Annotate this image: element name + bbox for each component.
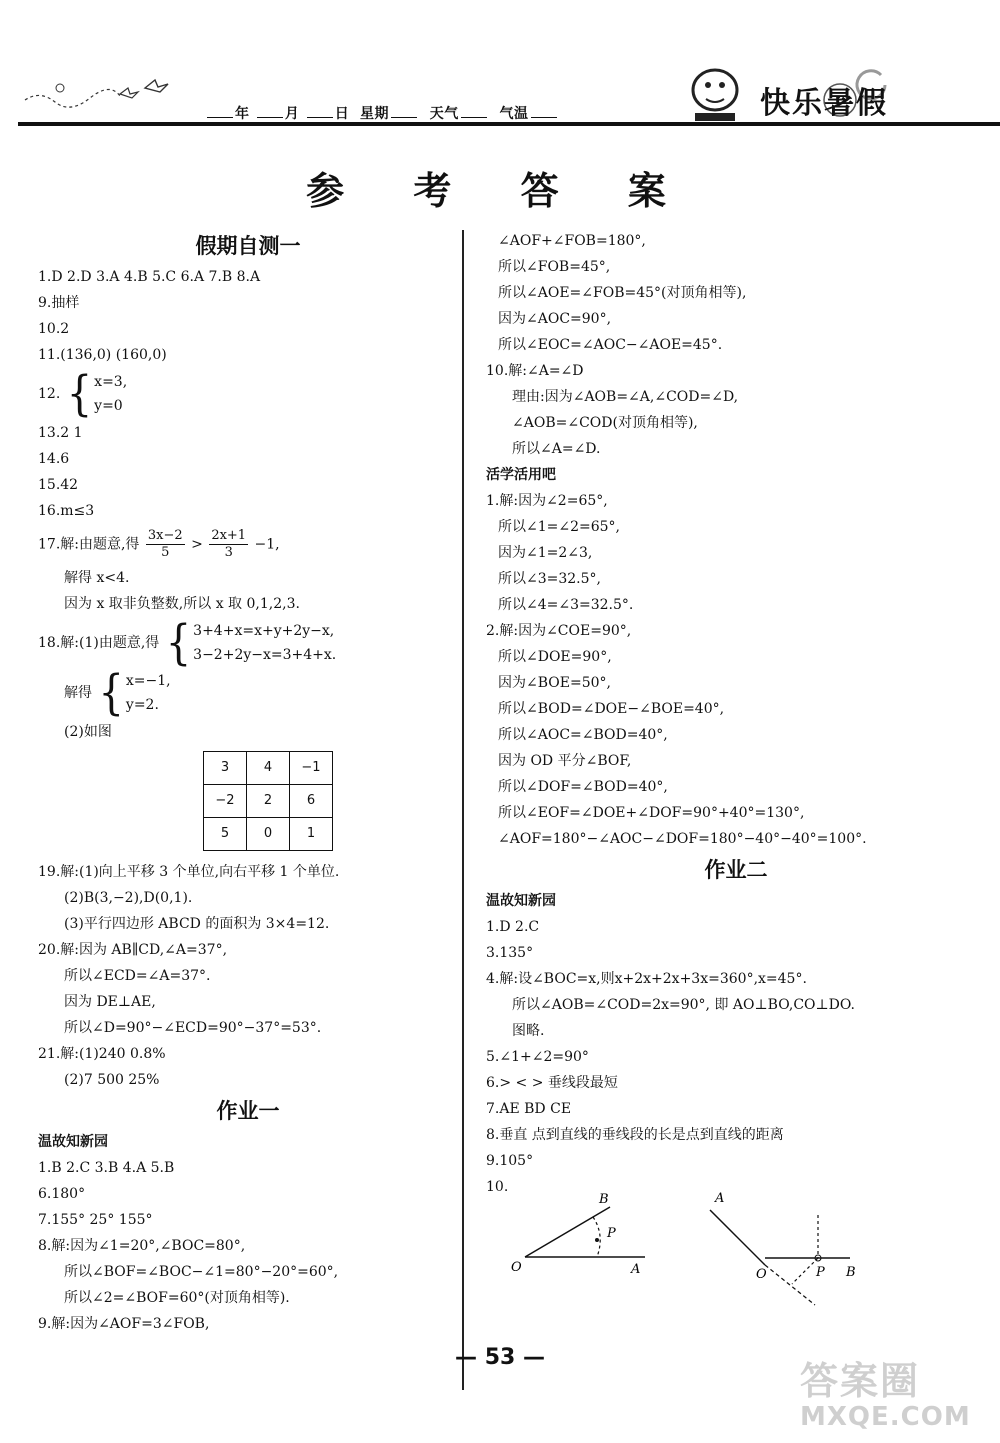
answer-line: 14.6	[38, 451, 70, 467]
answer-line: 所以∠A=∠D.	[512, 441, 601, 457]
answer-line: 1.B 2.C 3.B 4.A 5.B	[38, 1160, 175, 1176]
magic-square-grid	[203, 751, 333, 851]
page-number: — 53 —	[455, 1345, 545, 1370]
answer-line: 1.解:因为∠2=65°,	[486, 493, 608, 509]
section-title-self-test: 假期自测一	[195, 234, 301, 258]
answer-line: 2.解:因为∠COE=90°,	[486, 623, 632, 639]
answer-line: 所以∠3=32.5°,	[498, 571, 601, 587]
ray-ob	[525, 1207, 610, 1257]
grid-cell: 3	[204, 752, 247, 785]
answer-line: 因为∠AOC=90°,	[498, 311, 612, 327]
left-column	[38, 228, 458, 1337]
label-p: P	[607, 1226, 616, 1241]
subsection-title: 温故知新园	[486, 893, 556, 909]
answer-line: 理由:因为∠AOB=∠A,∠COD=∠D,	[512, 389, 739, 405]
perp-to-ao	[792, 1258, 818, 1284]
answer-line: 6.> < > 垂线段最短	[486, 1075, 618, 1091]
section-title-homework-1: 作业一	[216, 1099, 280, 1123]
answer-line: 19.解:(1)向上平移 3 个单位,向右平移 1 个单位.	[38, 864, 340, 880]
answer-line: 所以∠EOC=∠AOC−∠AOE=45°.	[498, 337, 723, 353]
answer-line: 10.2	[38, 321, 70, 337]
answer-line: 4.解:设∠BOC=x,则x+2x+2x+3x=360°,x=45°.	[486, 971, 807, 987]
answer-line: 7.155° 25° 155°	[38, 1212, 153, 1228]
answer-line: 解得 x<4.	[64, 570, 130, 586]
answer-line: 因为 x 取非负整数,所以 x 取 0,1,2,3.	[64, 596, 300, 612]
column-divider	[462, 230, 464, 1390]
answer-line: 5.∠1+∠2=90°	[486, 1049, 589, 1065]
answer-line: 20.解:因为 AB∥CD,∠A=37°,	[38, 942, 228, 958]
label-o: O	[511, 1260, 522, 1275]
grid-cell: −1	[290, 752, 333, 785]
answer-line: 11.(136,0) (160,0)	[38, 347, 167, 363]
grid-cell: 4	[247, 752, 290, 785]
decorative-birds-icon	[20, 70, 200, 115]
label-b: B	[846, 1265, 856, 1280]
answer-q18: 18.解:(1)由题意,得 { 3+4+x=x+y+2y−x, 3−2+2y−x=3+4+x.	[38, 615, 337, 671]
grid-cell: 5	[204, 818, 247, 851]
answer-line: 10.	[486, 1179, 509, 1195]
figure-perpendicular-lines	[700, 1180, 870, 1310]
grid-cell: 0	[247, 818, 290, 851]
answer-line: (2)7 500 25%	[64, 1072, 160, 1088]
answer-line: 8.解:因为∠1=20°,∠BOC=80°,	[38, 1238, 246, 1254]
grid-cell: −2	[204, 785, 247, 818]
answer-q17: 17.解:由题意,得 $\frac{3x-2}{5}$ > $\frac{2x+1}{3}$ −1,	[38, 528, 280, 560]
answer-line: 8.垂直 点到直线的垂线段的长是点到直线的距离	[486, 1127, 784, 1143]
answer-line: 15.42	[38, 477, 79, 493]
answer-line: ∠AOF=180°−∠AOC−∠DOF=180°−40°−40°=100°.	[498, 831, 867, 847]
label-a: A	[715, 1191, 725, 1206]
right-column	[486, 228, 986, 1200]
answer-line: 图略.	[512, 1023, 545, 1039]
answer-line: 1.D 2.C	[486, 919, 540, 935]
grid-cell: 6	[290, 785, 333, 818]
answer-line: 所以∠2=∠BOF=60°(对顶角相等).	[64, 1290, 290, 1306]
answer-line: ∠AOF+∠FOB=180°,	[498, 233, 646, 249]
perpendicular-dash	[593, 1217, 600, 1257]
logo-title: 快乐暑假	[760, 86, 888, 121]
watermark-url: MXQE.COM	[800, 1402, 971, 1432]
answer-line: (2)如图	[64, 724, 112, 740]
grid-cell: 1	[290, 818, 333, 851]
date-weather-line: 年 月 日 星期 天气 气温	[205, 103, 559, 123]
answer-line: 所以∠AOB=∠COD=2x=90°, 即 AO⊥BO,CO⊥DO.	[512, 997, 856, 1013]
answer-line: 6.180°	[38, 1186, 86, 1202]
answer-line: 所以∠BOF=∠BOC−∠1=80°−20°=60°,	[64, 1264, 339, 1280]
answer-line: 所以∠AOC=∠BOD=40°,	[498, 727, 668, 743]
answer-line: 9.解:因为∠AOF=3∠FOB,	[38, 1316, 210, 1332]
answer-line: 10.解:∠A=∠D	[486, 363, 584, 379]
subsection-title: 活学活用吧	[486, 467, 556, 483]
label-b: B	[599, 1192, 609, 1207]
answer-line: 所以∠ECD=∠A=37°.	[64, 968, 211, 984]
page-title: 参 考 答 案	[306, 169, 694, 213]
grid-cell: 2	[247, 785, 290, 818]
line-ao	[710, 1210, 765, 1265]
answer-line: 因为 OD 平分∠BOF,	[498, 753, 632, 769]
figure-angle-perpendicular	[505, 1185, 665, 1280]
watermark: 答案圈	[800, 1359, 921, 1403]
answer-line: 因为∠BOE=50°,	[498, 675, 611, 691]
answer-line: 所以∠D=90°−∠ECD=90°−37°=53°.	[64, 1020, 322, 1036]
answer-line: 所以∠1=∠2=65°,	[498, 519, 621, 535]
answer-line: 3.135°	[486, 945, 534, 961]
answer-line: 因为 DE⊥AE,	[64, 994, 156, 1010]
point-p	[595, 1238, 599, 1242]
answer-line: 因为∠1=2∠3,	[498, 545, 593, 561]
answer-line: 所以∠4=∠3=32.5°.	[498, 597, 634, 613]
answer-line: 9.抽样	[38, 295, 80, 311]
subsection-title: 温故知新园	[38, 1134, 108, 1150]
answer-line: 所以∠EOF=∠DOE+∠DOF=90°+40°=130°,	[498, 805, 805, 821]
label-o: O	[756, 1267, 767, 1282]
answer-line: 所以∠BOD=∠DOE−∠BOE=40°,	[498, 701, 725, 717]
answer-line: 所以∠DOE=90°,	[498, 649, 612, 665]
answer-q18-solve: 解得 { x=−1, y=2.	[64, 665, 171, 721]
header-rule	[18, 122, 1000, 126]
answer-q12: 12. { x=3, y=0	[38, 366, 128, 422]
answer-line: ∠AOB=∠COD(对顶角相等),	[512, 415, 698, 431]
answer-line: 7.AE BD CE	[486, 1101, 572, 1117]
answer-line: (2)B(3,−2),D(0,1).	[64, 890, 193, 906]
line-ao-dashed	[765, 1265, 815, 1305]
label-p: P	[816, 1265, 825, 1280]
answer-line: 16.m≤3	[38, 503, 95, 519]
answer-line: 1.D 2.D 3.A 4.B 5.C 6.A 7.B 8.A	[38, 269, 261, 285]
section-title-homework-2: 作业二	[704, 858, 768, 882]
label-a: A	[631, 1262, 641, 1277]
answer-line: (3)平行四边形 ABCD 的面积为 3×4=12.	[64, 916, 330, 932]
answer-line: 所以∠DOF=∠BOD=40°,	[498, 779, 668, 795]
answer-line: 9.105°	[486, 1153, 534, 1169]
answer-line: 所以∠FOB=45°,	[498, 259, 611, 275]
answer-line: 13.2 1	[38, 425, 83, 441]
answer-line: 21.解:(1)240 0.8%	[38, 1046, 166, 1062]
answer-line: 所以∠AOE=∠FOB=45°(对顶角相等),	[498, 285, 747, 301]
